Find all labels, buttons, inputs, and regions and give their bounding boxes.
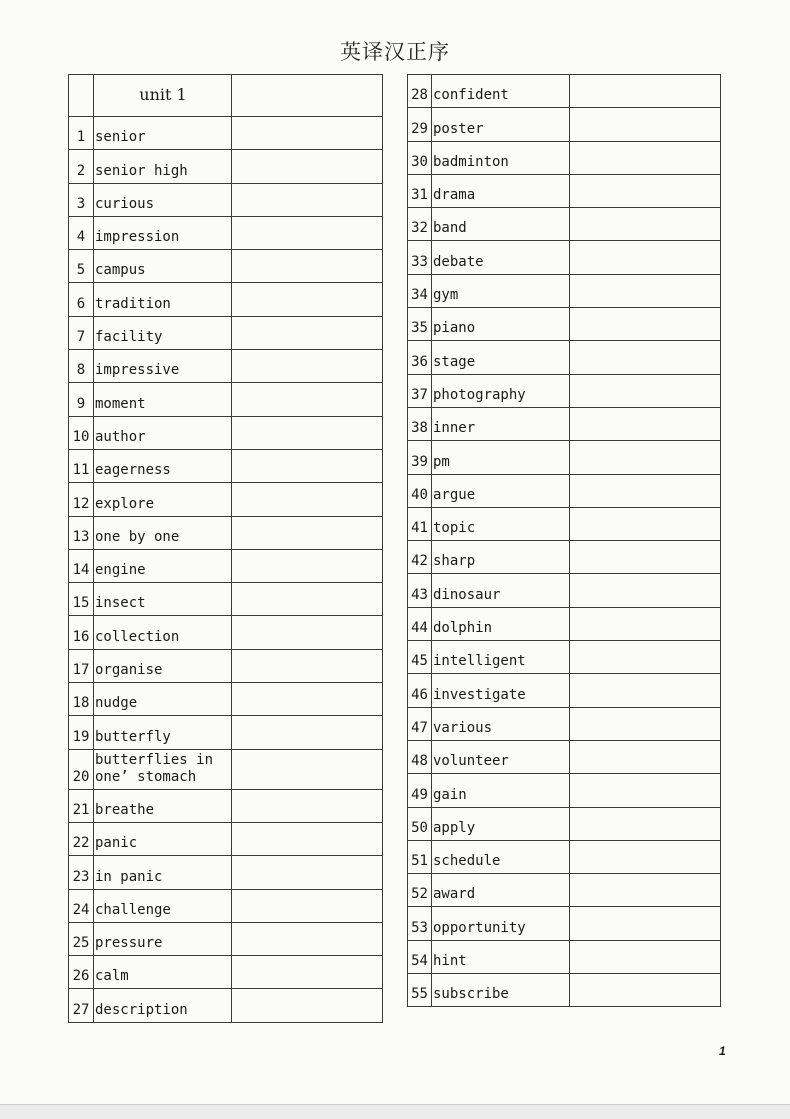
table-row — [69, 449, 383, 482]
row-number: 19 — [69, 716, 94, 749]
row-number: 32 — [408, 208, 432, 241]
table-row — [408, 641, 721, 674]
table-row — [408, 940, 721, 973]
row-number: 18 — [69, 683, 94, 716]
answer-cell[interactable] — [570, 740, 721, 773]
row-number: 7 — [69, 316, 94, 349]
vocab-word: butterflies in one’ stomach — [94, 749, 232, 789]
vocab-word: breathe — [94, 789, 232, 822]
vocab-word: gain — [432, 774, 570, 807]
row-number: 29 — [408, 108, 432, 141]
row-number: 2 — [69, 150, 94, 183]
row-number: 12 — [69, 483, 94, 516]
table-row — [408, 174, 721, 207]
row-number: 44 — [408, 607, 432, 640]
vocab-word: author — [94, 416, 232, 449]
answer-cell[interactable] — [232, 316, 383, 349]
vocab-word: gym — [432, 274, 570, 307]
unit-header-num-cell — [69, 75, 94, 117]
row-number: 22 — [69, 822, 94, 855]
row-number: 43 — [408, 574, 432, 607]
table-row — [69, 789, 383, 822]
vocab-table-right-body — [408, 75, 721, 1007]
table-row — [69, 350, 383, 383]
table-row — [69, 583, 383, 616]
table-row — [408, 474, 721, 507]
answer-cell[interactable] — [232, 516, 383, 549]
row-number: 31 — [408, 174, 432, 207]
page-title: 英译汉正序 — [340, 40, 450, 64]
answer-cell[interactable] — [232, 449, 383, 482]
table-row — [69, 716, 383, 749]
row-number: 9 — [69, 383, 94, 416]
answer-cell[interactable] — [232, 117, 383, 150]
table-row — [69, 316, 383, 349]
row-number: 1 — [69, 117, 94, 150]
answer-cell[interactable] — [570, 407, 721, 440]
table-row — [408, 374, 721, 407]
vocab-word: band — [432, 208, 570, 241]
vocab-word: schedule — [432, 840, 570, 873]
answer-cell[interactable] — [570, 840, 721, 873]
vocab-word: sharp — [432, 541, 570, 574]
table-row — [408, 441, 721, 474]
vocab-word: piano — [432, 308, 570, 341]
table-row — [69, 616, 383, 649]
unit-header-row — [69, 75, 383, 117]
row-number: 47 — [408, 707, 432, 740]
row-number: 17 — [69, 649, 94, 682]
answer-cell[interactable] — [232, 649, 383, 682]
row-number: 13 — [69, 516, 94, 549]
vocab-word: senior high — [94, 150, 232, 183]
answer-cell[interactable] — [570, 541, 721, 574]
answer-cell[interactable] — [570, 474, 721, 507]
vocab-word: dolphin — [432, 607, 570, 640]
answer-cell[interactable] — [232, 683, 383, 716]
table-row — [69, 749, 383, 789]
table-row — [408, 874, 721, 907]
vocab-word: impression — [94, 216, 232, 249]
answer-cell[interactable] — [570, 774, 721, 807]
unit-label: unit 1 — [94, 75, 232, 117]
vocab-table-right — [407, 74, 721, 1007]
row-number: 33 — [408, 241, 432, 274]
table-row — [69, 250, 383, 283]
row-number: 51 — [408, 840, 432, 873]
table-row — [69, 483, 383, 516]
vocab-word: poster — [432, 108, 570, 141]
answer-cell[interactable] — [232, 822, 383, 855]
answer-cell[interactable] — [570, 641, 721, 674]
answer-cell[interactable] — [570, 241, 721, 274]
vocab-word: subscribe — [432, 974, 570, 1007]
table-row — [408, 740, 721, 773]
vocab-word: description — [94, 989, 232, 1022]
row-number: 39 — [408, 441, 432, 474]
table-row — [69, 922, 383, 955]
table-row — [408, 541, 721, 574]
vocab-word: one by one — [94, 516, 232, 549]
answer-cell[interactable] — [570, 507, 721, 540]
vocab-word: challenge — [94, 889, 232, 922]
vocab-word: pressure — [94, 922, 232, 955]
answer-cell[interactable] — [570, 574, 721, 607]
answer-cell[interactable] — [232, 383, 383, 416]
table-row — [408, 341, 721, 374]
table-row — [408, 208, 721, 241]
row-number: 55 — [408, 974, 432, 1007]
answer-cell[interactable] — [570, 974, 721, 1007]
table-row — [69, 989, 383, 1022]
table-row — [69, 150, 383, 183]
row-number: 5 — [69, 250, 94, 283]
answer-cell[interactable] — [232, 250, 383, 283]
row-number: 21 — [69, 789, 94, 822]
answer-cell[interactable] — [232, 922, 383, 955]
answer-cell[interactable] — [570, 341, 721, 374]
table-row — [69, 889, 383, 922]
row-number: 14 — [69, 549, 94, 582]
table-row — [408, 308, 721, 341]
table-row — [408, 674, 721, 707]
row-number: 52 — [408, 874, 432, 907]
row-number: 24 — [69, 889, 94, 922]
vocab-word: panic — [94, 822, 232, 855]
vocab-word: drama — [432, 174, 570, 207]
row-number: 16 — [69, 616, 94, 649]
answer-cell[interactable] — [232, 716, 383, 749]
answer-cell[interactable] — [232, 549, 383, 582]
table-row — [408, 774, 721, 807]
table-row — [408, 607, 721, 640]
table-row — [69, 117, 383, 150]
vocab-word: award — [432, 874, 570, 907]
vocab-word: campus — [94, 250, 232, 283]
answer-cell[interactable] — [232, 956, 383, 989]
table-row — [408, 407, 721, 440]
vocab-word: inner — [432, 407, 570, 440]
row-number: 41 — [408, 507, 432, 540]
vocab-word: organise — [94, 649, 232, 682]
answer-cell[interactable] — [232, 283, 383, 316]
vocab-word: debate — [432, 241, 570, 274]
row-number: 37 — [408, 374, 432, 407]
answer-cell[interactable] — [570, 374, 721, 407]
answer-cell[interactable] — [232, 350, 383, 383]
row-number: 6 — [69, 283, 94, 316]
vocab-word: dinosaur — [432, 574, 570, 607]
vocab-word: apply — [432, 807, 570, 840]
table-row — [69, 416, 383, 449]
table-row — [408, 75, 721, 108]
row-number: 42 — [408, 541, 432, 574]
vocab-word: volunteer — [432, 740, 570, 773]
vocab-word: insect — [94, 583, 232, 616]
row-number: 28 — [408, 75, 432, 108]
table-row — [69, 183, 383, 216]
answer-cell[interactable] — [570, 607, 721, 640]
answer-cell[interactable] — [232, 616, 383, 649]
row-number: 26 — [69, 956, 94, 989]
vocab-word: curious — [94, 183, 232, 216]
answer-cell[interactable] — [570, 907, 721, 940]
answer-cell[interactable] — [570, 108, 721, 141]
vocab-word: eagerness — [94, 449, 232, 482]
vocab-word: butterfly — [94, 716, 232, 749]
table-row — [69, 283, 383, 316]
table-row — [408, 807, 721, 840]
table-row — [69, 683, 383, 716]
answer-cell[interactable] — [570, 274, 721, 307]
table-row — [69, 549, 383, 582]
table-row — [408, 507, 721, 540]
table-row — [69, 216, 383, 249]
answer-cell[interactable] — [570, 940, 721, 973]
answer-cell[interactable] — [232, 416, 383, 449]
table-row — [408, 141, 721, 174]
row-number: 27 — [69, 989, 94, 1022]
answer-cell[interactable] — [232, 483, 383, 516]
answer-cell[interactable] — [232, 789, 383, 822]
answer-cell[interactable] — [570, 707, 721, 740]
row-number: 35 — [408, 308, 432, 341]
row-number: 45 — [408, 641, 432, 674]
row-number: 54 — [408, 940, 432, 973]
answer-cell[interactable] — [570, 874, 721, 907]
vocab-word: investigate — [432, 674, 570, 707]
vocab-word: senior — [94, 117, 232, 150]
row-number: 3 — [69, 183, 94, 216]
vocab-table-left-body — [69, 75, 383, 1023]
answer-cell[interactable] — [570, 807, 721, 840]
vocab-word: explore — [94, 483, 232, 516]
row-number: 4 — [69, 216, 94, 249]
row-number: 36 — [408, 341, 432, 374]
row-number: 49 — [408, 774, 432, 807]
vocab-word: pm — [432, 441, 570, 474]
vocab-word: collection — [94, 616, 232, 649]
vocab-word: in panic — [94, 856, 232, 889]
page-number: 1 — [719, 1044, 726, 1058]
table-row — [408, 241, 721, 274]
row-number: 53 — [408, 907, 432, 940]
vocab-word: hint — [432, 940, 570, 973]
unit-header-answer-cell — [232, 75, 383, 117]
vocab-word: intelligent — [432, 641, 570, 674]
answer-cell[interactable] — [232, 216, 383, 249]
vocab-word: photography — [432, 374, 570, 407]
vocab-table-left — [68, 74, 383, 1023]
row-number: 48 — [408, 740, 432, 773]
vocab-word: tradition — [94, 283, 232, 316]
row-number: 50 — [408, 807, 432, 840]
answer-cell[interactable] — [232, 749, 383, 789]
vocab-word: topic — [432, 507, 570, 540]
table-row — [408, 274, 721, 307]
answer-cell[interactable] — [232, 183, 383, 216]
vocab-word: impressive — [94, 350, 232, 383]
row-number: 25 — [69, 922, 94, 955]
answer-cell[interactable] — [570, 208, 721, 241]
answer-cell[interactable] — [570, 441, 721, 474]
vocab-word: engine — [94, 549, 232, 582]
row-number: 40 — [408, 474, 432, 507]
vocab-word: stage — [432, 341, 570, 374]
table-row — [69, 649, 383, 682]
row-number: 11 — [69, 449, 94, 482]
answer-cell[interactable] — [570, 308, 721, 341]
table-row — [408, 108, 721, 141]
row-number: 20 — [69, 749, 94, 789]
answer-cell[interactable] — [570, 141, 721, 174]
row-number: 30 — [408, 141, 432, 174]
row-number: 38 — [408, 407, 432, 440]
answer-cell[interactable] — [232, 889, 383, 922]
vocab-word: calm — [94, 956, 232, 989]
vocab-word: argue — [432, 474, 570, 507]
table-row — [69, 383, 383, 416]
table-row — [408, 707, 721, 740]
answer-cell[interactable] — [570, 674, 721, 707]
row-number: 34 — [408, 274, 432, 307]
table-row — [408, 574, 721, 607]
vocab-word: opportunity — [432, 907, 570, 940]
row-number: 23 — [69, 856, 94, 889]
answer-cell[interactable] — [232, 583, 383, 616]
table-row — [408, 907, 721, 940]
answer-cell[interactable] — [232, 150, 383, 183]
row-number: 15 — [69, 583, 94, 616]
vocab-word: nudge — [94, 683, 232, 716]
vocab-word: various — [432, 707, 570, 740]
answer-cell[interactable] — [570, 174, 721, 207]
table-row — [408, 974, 721, 1007]
table-row — [408, 840, 721, 873]
row-number: 10 — [69, 416, 94, 449]
vocab-word: confident — [432, 75, 570, 108]
scan-edge — [0, 1104, 790, 1119]
vocab-word: moment — [94, 383, 232, 416]
row-number: 46 — [408, 674, 432, 707]
answer-cell[interactable] — [232, 989, 383, 1022]
table-row — [69, 956, 383, 989]
answer-cell[interactable] — [570, 75, 721, 108]
table-row — [69, 516, 383, 549]
answer-cell[interactable] — [232, 856, 383, 889]
vocab-word: badminton — [432, 141, 570, 174]
vocab-word: facility — [94, 316, 232, 349]
row-number: 8 — [69, 350, 94, 383]
table-row — [69, 822, 383, 855]
table-row — [69, 856, 383, 889]
